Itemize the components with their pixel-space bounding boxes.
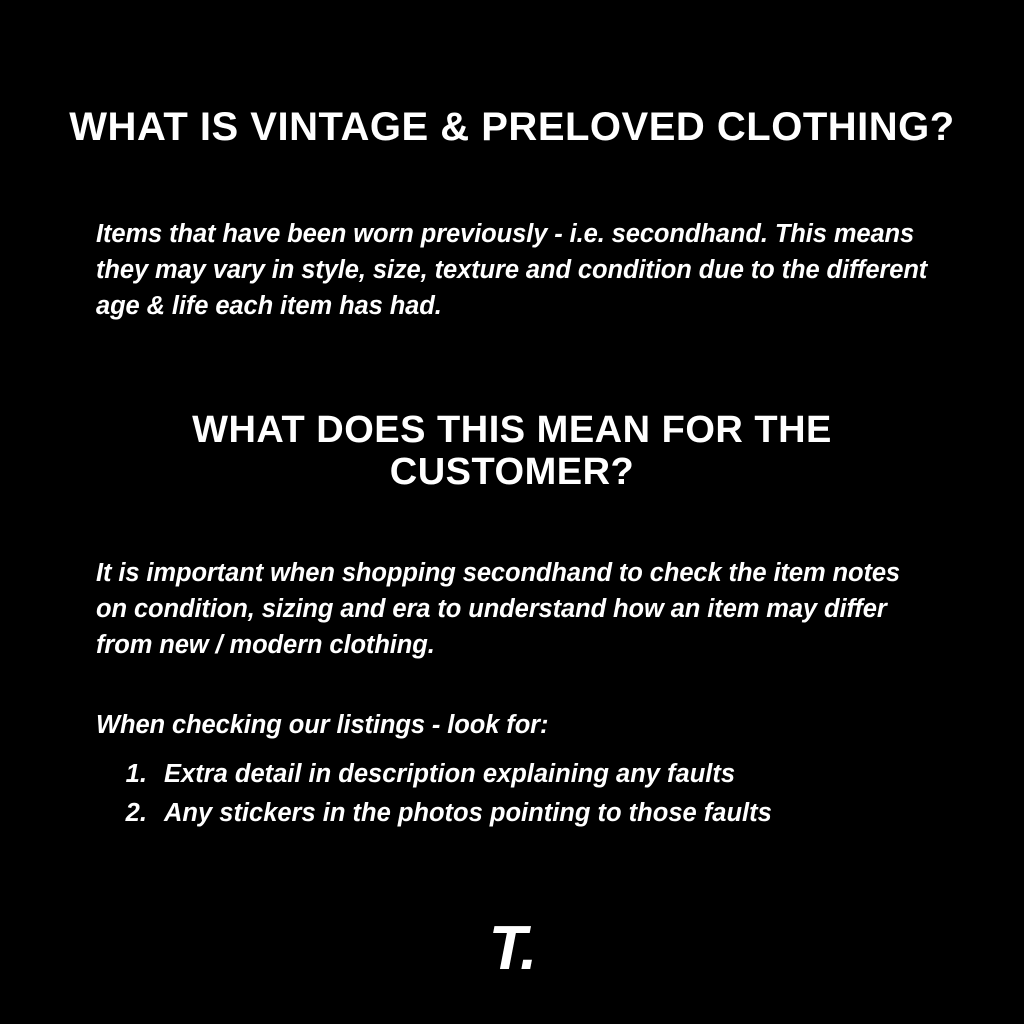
brand-logo: T. (488, 914, 536, 983)
section-heading-customer: WHAT DOES THIS MEAN FOR THE CUSTOMER? (192, 408, 832, 494)
customer-guidance-paragraph: It is important when shopping secondhand to check the item notes on condition, sizing and era to understand how an item may differ from new / modern clothing. (96, 558, 901, 659)
listings-intro-paragraph: When checking our listings - look for: (96, 710, 549, 739)
definition-paragraph: Items that have been worn previously - i.e. secondhand. This means they may vary in style, size, texture and condition due to the different age & life each item has had. (96, 219, 928, 320)
page-title: WHAT IS VINTAGE & PRELOVED CLOTHING? (69, 104, 955, 149)
list-item: 1. Extra detail in description explaining any faults (154, 755, 994, 794)
checklist (96, 755, 994, 833)
list-item: 2. Any stickers in the photos pointing to those faults (154, 794, 994, 833)
